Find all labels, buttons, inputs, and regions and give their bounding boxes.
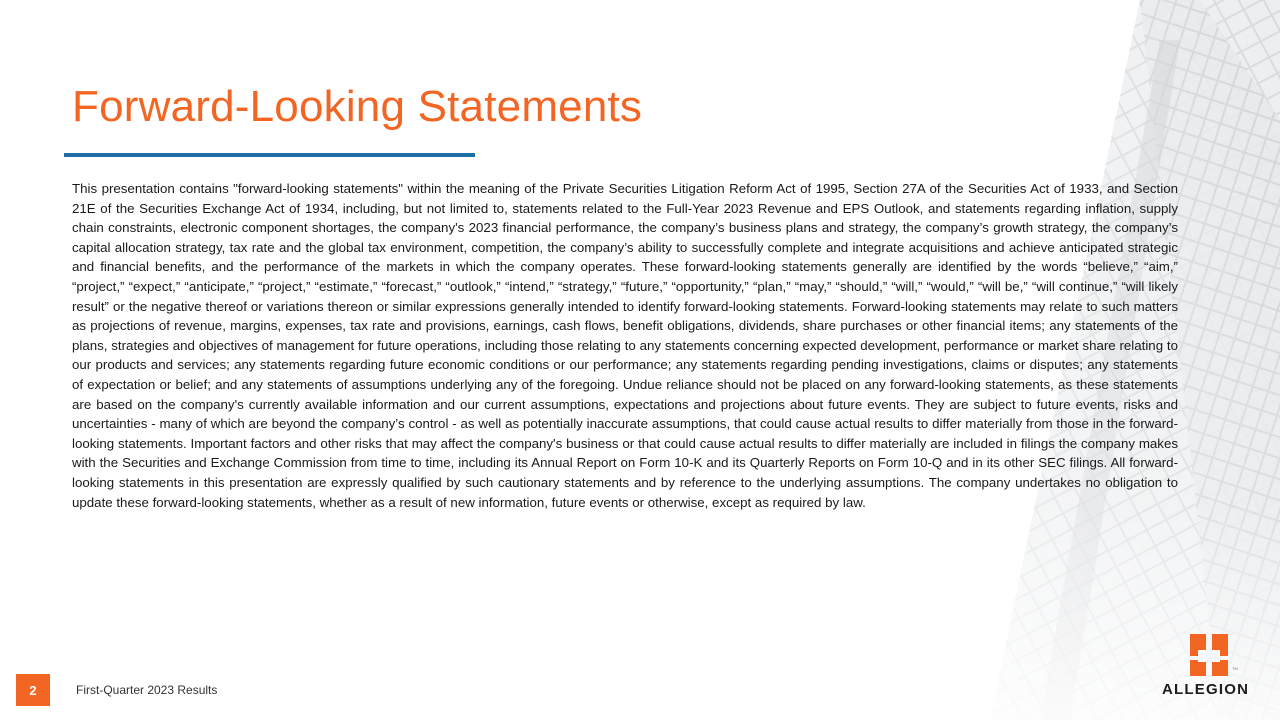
footer-label: First-Quarter 2023 Results: [76, 683, 218, 697]
page-number-badge: 2: [16, 674, 50, 706]
title-divider: [64, 153, 475, 157]
trademark-mark: TM: [1232, 666, 1238, 671]
brand-wordmark: ALLEGION: [1162, 681, 1250, 698]
allegion-logo-icon: [1186, 632, 1232, 678]
page-title: Forward-Looking Statements: [72, 82, 643, 131]
disclaimer-paragraph: This presentation contains "forward-looking statements" within the meaning of the Private Securities Litigation Reform Act of 1995, Section 27A of the Securities Act of 1933, and Section 21E of the Securities Exchange Act of 1934, including, but not limited to, statements related to the Full-Year 2023 Revenue and EPS Outlook, and statements regarding inflation, supply chain constraints, electronic component shortages, the company's 2023 financial performance, the company’s business plans and strategy, the company’s growth strategy, the company’s capital allocation strategy, tax rate and the global tax environment, competition, the company’s ability to successfully complete and integrate acquisitions and achieve anticipated strategic and financial benefits, and the performance of the markets in which the company operates. These forward-looking statements generally are identified by the words “believe,” “aim,” “project,” “expect,” “anticipate,” “project,” “estimate,” “forecast,” “outlook,” “intend,” “strategy,” “future,” “opportunity,” “plan,” “may,” “should,” “will,” “would,” “will be,” “will continue,” “will likely result” or the negative thereof or variations thereon or similar expressions generally intended to identify forward-looking statements. Forward-looking statements may relate to such matters as projections of revenue, margins, expenses, tax rate and provisions, earnings, cash flows, benefit obligations, dividends, share purchases or other financial items; any statements of the plans, strategies and objectives of management for future operations, including those relating to any statements concerning expected development, performance or market share relating to our products and services; any statements regarding future economic conditions or our performance; any statements regarding pending investigations, claims or disputes; any statements of expectation or belief; and any statements of assumptions underlying any of the foregoing. Undue reliance should not be placed on any forward-looking statements, as these statements are based on the company's currently available information and our current assumptions, expectations and projections about future events. They are subject to future events, risks and uncertainties - many of which are beyond the company’s control - as well as potentially inaccurate assumptions, that could cause actual results to differ materially from those in the forward-looking statements. Important factors and other risks that may affect the company's business or that could cause actual results to differ materially are included in filings the company makes with the Securities and Exchange Commission from time to time, including its Annual Report on Form 10-K and its Quarterly Reports on Form 10-Q and in its other SEC filings. All forward-looking statements in this presentation are expressly qualified by such cautionary statements and by reference to the underlying assumptions. The company undertakes no obligation to update these forward-looking statements, whether as a result of new information, future events or otherwise, except as required by law.: [72, 181, 1178, 510]
